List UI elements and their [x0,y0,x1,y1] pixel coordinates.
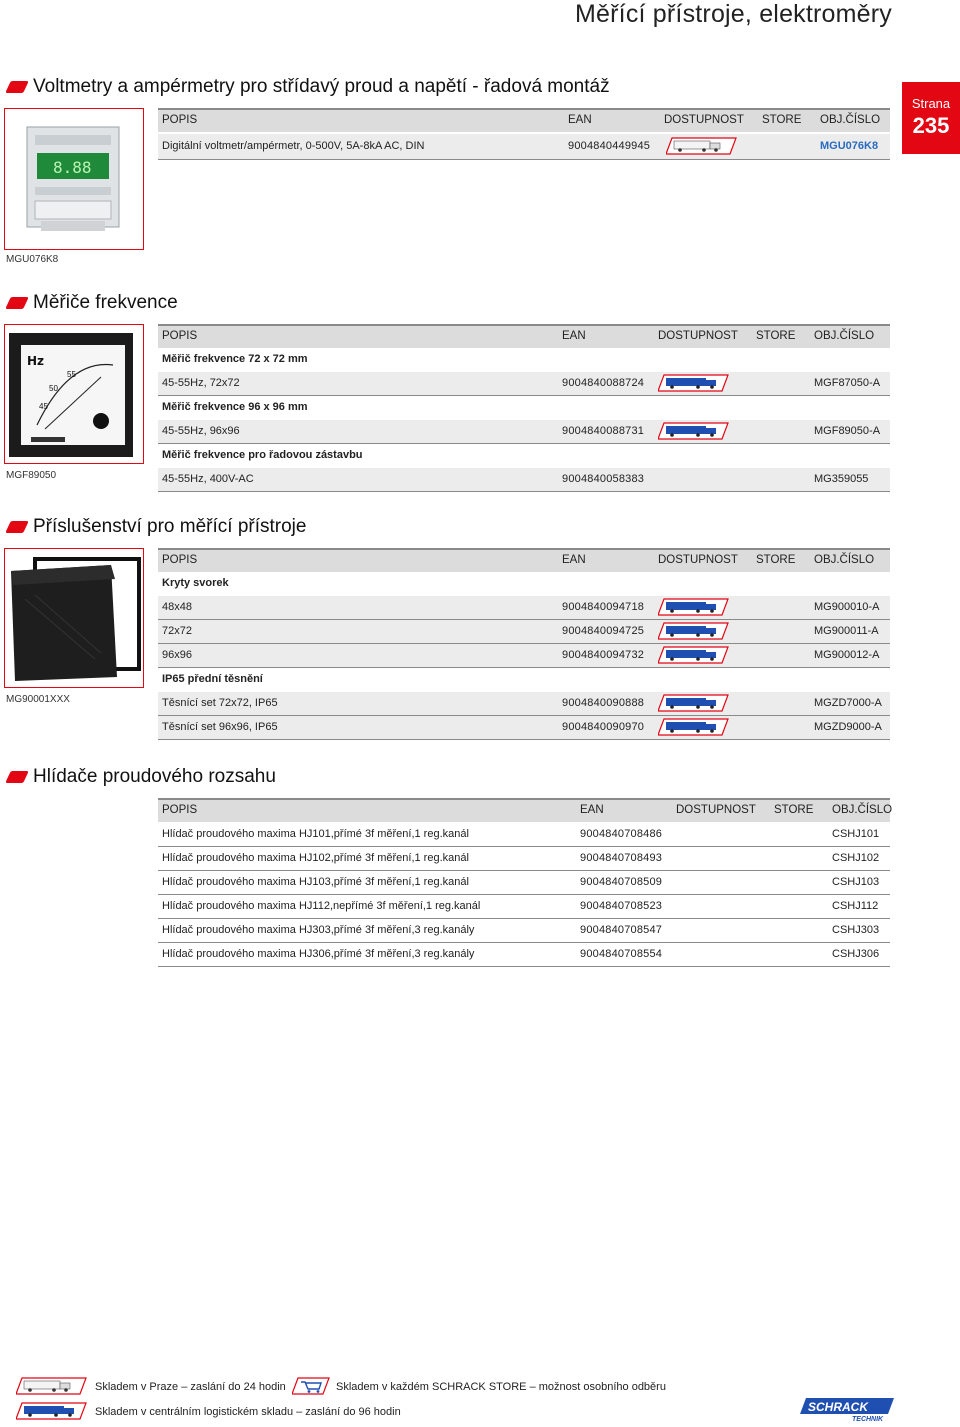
page-label: Strana [911,96,951,111]
section-title-text: Měřiče frekvence [33,292,178,313]
group-heading: IP65 přední těsnění [158,668,890,692]
table-row[interactable] [158,644,890,668]
col-store: STORE [756,554,796,566]
table-row[interactable] [158,895,890,919]
row-obj: CSHJ102 [832,852,880,864]
blue-truck-icon [658,646,730,664]
col-ean: EAN [562,330,586,342]
col-dostupnost: DOSTUPNOST [658,330,738,342]
table-row[interactable] [158,943,890,967]
col-store: STORE [774,804,814,816]
row-ean: 9004840090888 [562,697,645,709]
row-ean: 9004840708523 [580,900,663,912]
col-obj: OBJ.ČÍSLO [832,804,893,816]
section-title-merice [8,292,178,314]
row-popis: Hlídač proudového maxima HJ112,nepřímé 3f měření,1 reg.kanál [162,900,481,912]
svg-text:50: 50 [49,384,58,393]
table-hlidace [158,798,893,970]
table-row[interactable] [158,372,890,396]
row-ean: 9004840094725 [562,625,645,637]
row-popis: Hlídač proudového maxima HJ303,přímé 3f měření,3 reg.kanály [162,924,475,936]
row-obj: MGZD9000-A [814,721,882,733]
table-prislusenstvi [158,548,890,742]
row-ean: 9004840058383 [562,473,645,485]
table-row[interactable] [158,919,890,943]
table-merice [158,324,890,492]
product-image-frequency-meter [4,324,144,464]
row-obj: MG900010-A [814,601,880,613]
table-header [158,324,890,348]
svg-text:SCHRACK: SCHRACK [808,1400,868,1414]
blue-truck-icon [658,598,730,616]
row-popis: 45-55Hz, 96x96 [162,425,240,437]
section-title-text: Voltmetry a ampérmetry pro střídavý proud a napětí - řadová montáž [33,76,610,97]
row-obj: CSHJ306 [832,948,880,960]
group-heading: Měřič frekvence 96 x 96 mm [158,396,890,420]
row-popis: 96x96 [162,649,192,661]
table-header [158,548,890,572]
row-ean: 9004840708554 [580,948,663,960]
row-popis: Digitální voltmetr/ampérmetr, 0-500V, 5A-8kA AC, DIN [162,140,425,152]
section-title-text: Příslušenství pro měřící přístroje [33,516,307,537]
row-ean: 9004840094718 [562,601,645,613]
section-marker-icon [5,297,29,309]
legend-prague: Skladem v Praze – zaslání do 24 hodin [95,1381,286,1393]
svg-text:8.88: 8.88 [53,158,92,177]
table-row[interactable] [158,692,890,716]
col-obj: OBJ.ČÍSLO [814,554,875,566]
shopping-cart-icon [292,1377,330,1395]
table-header [158,108,890,132]
table-row[interactable] [158,134,890,160]
col-store: STORE [762,114,802,126]
row-obj: MGF89050-A [814,425,881,437]
row-obj: MG359055 [814,473,869,485]
row-popis: Těsnící set 72x72, IP65 [162,697,278,709]
white-truck-icon [16,1377,88,1395]
section-title-voltmetry [8,76,610,98]
legend-store: Skladem v každém SCHRACK STORE – možnost osobního odběru [336,1381,666,1393]
page-number: 235 [912,113,950,138]
table-row[interactable] [158,596,890,620]
row-ean: 9004840708509 [580,876,663,888]
page-number-badge [902,82,960,154]
svg-text:Hz: Hz [27,354,45,368]
row-popis: 45-55Hz, 400V-AC [162,473,254,485]
blue-truck-icon [658,694,730,712]
svg-text:45: 45 [39,402,48,411]
col-obj: OBJ.ČÍSLO [814,330,875,342]
legend-central: Skladem v centrálním logistickém skladu – zaslání do 96 hodin [95,1406,401,1418]
group-heading: Měřič frekvence 72 x 72 mm [158,348,890,372]
table-header [158,798,893,822]
row-obj: MGZD7000-A [814,697,882,709]
col-ean: EAN [568,114,592,126]
terminal-cover-illustration [5,549,144,688]
image-caption: MG90001XXX [6,694,70,705]
col-dostupnost: DOSTUPNOST [658,554,738,566]
section-title-text: Hlídače proudového rozsahu [33,766,276,787]
din-voltmeter-illustration [5,109,144,250]
col-dostupnost: DOSTUPNOST [676,804,756,816]
section-title-hlidace [8,766,276,788]
row-ean: 9004840094732 [562,649,645,661]
blue-truck-icon [658,718,730,736]
col-popis: POPIS [162,554,198,566]
blue-truck-icon [658,374,730,392]
svg-text:TECHNIK: TECHNIK [852,1416,884,1422]
blue-truck-icon [658,422,730,440]
row-ean: 9004840088724 [562,377,645,389]
table-row[interactable] [158,871,890,895]
table-row[interactable] [158,716,890,740]
product-image-voltmeter [4,108,144,250]
table-row[interactable] [158,620,890,644]
row-obj: MG900011-A [814,625,879,637]
row-popis: 45-55Hz, 72x72 [162,377,240,389]
row-obj: CSHJ112 [832,900,879,912]
white-truck-icon [666,137,738,155]
section-marker-icon [5,521,29,533]
col-dostupnost: DOSTUPNOST [664,114,744,126]
row-popis: Těsnící set 96x96, IP65 [162,721,278,733]
svg-text:55: 55 [67,370,76,379]
row-obj: MGF87050-A [814,377,881,389]
table-row[interactable] [158,420,890,444]
frequency-meter-illustration [5,325,144,464]
col-popis: POPIS [162,114,198,126]
col-popis: POPIS [162,804,198,816]
page-title: Měřící přístroje, elektroměry [575,0,892,28]
section-marker-icon [5,81,29,93]
group-heading: Měřič frekvence pro řadovou zástavbu [158,444,890,468]
row-obj: CSHJ103 [832,876,880,888]
row-obj: CSHJ101 [832,828,880,840]
schrack-technik-logo [800,1398,894,1422]
row-ean: 9004840708486 [580,828,663,840]
blue-truck-icon [658,622,730,640]
section-title-prislusenstvi [8,516,306,538]
row-obj: CSHJ303 [832,924,880,936]
blue-truck-icon [16,1402,88,1420]
col-ean: EAN [562,554,586,566]
col-popis: POPIS [162,330,198,342]
section-marker-icon [5,771,29,783]
row-popis: Hlídač proudového maxima HJ102,přímé 3f měření,1 reg.kanál [162,852,469,864]
row-ean: 9004840449945 [568,140,651,152]
row-ean: 9004840708493 [580,852,663,864]
row-popis: Hlídač proudového maxima HJ103,přímé 3f měření,1 reg.kanál [162,876,469,888]
table-row[interactable] [158,823,890,847]
row-popis: 48x48 [162,601,192,613]
table-row[interactable] [158,847,890,871]
product-image-terminal-cover [4,548,144,688]
row-obj: MG900012-A [814,649,880,661]
row-popis: Hlídač proudového maxima HJ306,přímé 3f měření,3 reg.kanály [162,948,475,960]
group-heading: Kryty svorek [158,572,890,596]
col-obj: OBJ.ČÍSLO [820,114,881,126]
table-row[interactable] [158,468,890,492]
image-caption: MGF89050 [6,470,57,481]
row-ean: 9004840708547 [580,924,663,936]
row-ean: 9004840088731 [562,425,645,437]
row-obj: MGU076K8 [820,140,879,152]
col-ean: EAN [580,804,604,816]
row-popis: Hlídač proudového maxima HJ101,přímé 3f měření,1 reg.kanál [162,828,469,840]
row-popis: 72x72 [162,625,192,637]
table-voltmetry [158,108,890,160]
image-caption: MGU076K8 [6,254,59,265]
row-ean: 9004840090970 [562,721,645,733]
col-store: STORE [756,330,796,342]
